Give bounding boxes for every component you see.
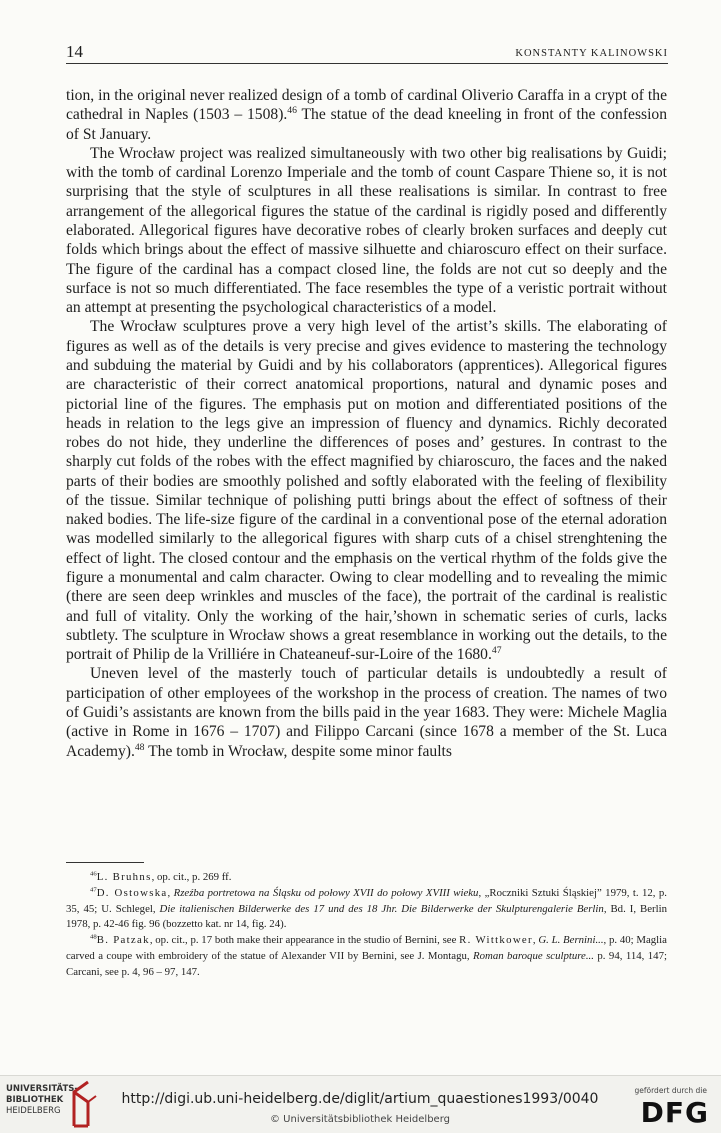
paragraph-1-text-a: tion, in the original never realized design of a tomb of cardinal Oliverio Caraffa in a crypt of the cathedral in Naples (1503 – 1508).: [66, 87, 667, 124]
footnote-48-author-2: R. Wittkower: [459, 934, 533, 947]
paragraph-2: The Wrocław project was realized simultaneously with two other big realisations by Guidi; with the tomb of cardinal Lorenzo Imperiale and the tomb of count Caspare Thiene so, it is not surprising that the style of sculptures in all these realisations is similar. In contrast to free arrangement of the allegorical figures the statue of the cardinal is rigidly posed and differently elaborated. Allegorical figures have decorative robes of clearly broken surfaces and deeply cut folds which brings about the effect of massive silhuette and chiaroscuro effect on their surface. The figure of the cardinal has a compact closed line, the folds are not cut so deeply and the surface is not so much differentiated. The face resembles the type of a veristic portrait without an attempt at presenting the psychological characteristics of a model.: [66, 144, 667, 317]
dfg-logo[interactable]: DFG: [640, 1096, 709, 1129]
paragraph-4: [66, 664, 667, 760]
page-header: [66, 42, 668, 64]
footnotes: [66, 870, 667, 981]
footnote-48-title-1: G. L. Bernini...: [538, 934, 604, 947]
footnote-47-number: 47: [90, 886, 97, 894]
paragraph-4-text-b: The tomb in Wrocław, despite some minor faults: [144, 742, 452, 760]
footnote-ref-47: 47: [491, 644, 502, 656]
footnote-47-text-mid: , „Roczniki Sztuki Śląskiej” 1979, t. 12, p. 35, 45; U. Schlegel,: [66, 886, 668, 915]
running-head: KONSTANTY KALINOWSKI: [515, 48, 668, 59]
footnote-48-text-mid-1: , op. cit., p. 17 both make their appearance in the studio of Bernini, see: [149, 934, 460, 947]
footnote-48: [66, 933, 667, 980]
funder-caption: gefördert durch die: [634, 1086, 707, 1095]
footnote-47-title-1: Rzeźba portretowa na Śląsku od połowy XVII do połowy XVIII wieku: [173, 886, 479, 899]
paragraph-4-text-a: Uneven level of the masterly touch of particular details is undoubtedly a result of participation of other employees of the workshop in the process of creation. The names of two of Guidi’s assistants are known from the bills paid in the year 1683. They were: Michele Maglia (active in Rome in 1676 – 1707) and Filippo Carcani (since 1678 a member of the St. Luca Academy).: [66, 665, 667, 760]
page-number: 14: [66, 42, 83, 61]
library-name-line-1: UNIVERSITÄTS-: [6, 1084, 78, 1094]
footnote-46: [66, 870, 667, 886]
library-name-line-2: BIBLIOTHEK: [6, 1095, 64, 1105]
footnote-ref-46: 46: [287, 105, 297, 117]
library-emblem-icon: [68, 1080, 100, 1128]
footnote-48-author-1: B. Patzak: [96, 934, 150, 947]
library-name-line-3: HEIDELBERG: [6, 1106, 61, 1116]
footer-bar: [0, 1075, 721, 1133]
footnote-47-sep: ,: [167, 886, 174, 899]
footnote-47-title-2: Die italienischen Bilderwerke des 17 und des 18 Jhr. Die Bilderwerke der Skulpturengalerie Berlin: [159, 902, 604, 915]
footnote-47: [66, 886, 667, 933]
paragraph-1-text-b: The statue of the dead kneeling in front of the confession of St January.: [66, 106, 668, 143]
footnote-46-text: , op. cit., p. 269 ff.: [151, 871, 232, 883]
footnote-46-number: 46: [90, 870, 97, 878]
digital-copy-link[interactable]: http://digi.ub.uni-heidelberg.de/diglit/artium_quaestiones1993/0040: [121, 1091, 599, 1107]
footnote-48-text-end: p. 94, 114, 147; Carcani, see p. 4, 96 – 97, 147.: [66, 949, 667, 978]
footnote-48-number: 48: [90, 933, 97, 941]
paragraph-3-text: The Wrocław sculptures prove a very high level of the artist’s skills. The elaborating of figures as well as of the details is very precise and gives evidence to mastering the technology and subduing the material by Guidi and by his collaborators (apprentices). Allegorical figures are characteristic of their correct anatomical proportions, natural and dynamic poses and pictorial line of the figures. The emphasis put on motion and differentiated positions of the heads in relation to the legs give an impression of fluency and dynamics. Richly decorated robes do not hide, they underline the differences of poses and’ gestures. In contrast to the sharply cut folds of the robes with the effect magnified by chiaroscuro, the faces and the naked parts of their bodies are smoothly polished and softly elaborated with the feeling of flexibility of the tissue. Similar technique of polishing putti brings about the effect of softness of their naked bodies. The life-size figure of the cardinal in a conventional pose of the eternal adoration was modelled similarly to the allegorical figures with sharp cuts of a chisel strenghtening the effect of light. The closed contour and the emphasis on the vertical rhythm of the folds give the figure a monumental and calm character. Owing to clear modelling and to revealing the mimic (there are seen deep wrinkles and muscles of the face), the portrait of the cardinal is realistic and full of vitality. Only the working of the hair,’shown in schematic series of curls, lacks subtlety. The sculpture in Wrocław shows a great resemblance in working out the details, to the portrait of Philip de la Vrilliére in Chateaneuf-sur-Loire of the 1680.: [66, 318, 667, 664]
footnote-48-text-mid-2: , p. 40; Maglia carved a coupe with embroidery of the statue of Alexander VII by Bernini, see J. Montagu,: [66, 934, 667, 962]
footnote-47-author: D. Ostowska: [96, 886, 168, 899]
footnote-46-author: L. Bruhns: [96, 871, 152, 883]
paragraph-1: [66, 86, 667, 144]
body-text: [66, 86, 667, 761]
paragraph-3: [66, 317, 667, 664]
footnote-ref-48: 48: [134, 741, 145, 753]
footnote-48-sep: ,: [532, 934, 539, 947]
footnote-rule: [66, 862, 144, 863]
copyright-notice: © Universitätsbibliothek Heidelberg: [269, 1114, 450, 1125]
footnote-48-title-2: Roman baroque sculpture...: [473, 949, 594, 962]
header-rule: [66, 63, 668, 64]
footnote-47-text-end: , Bd. I, Berlin 1978, p. 42-46 fig. 96 (bozzetto kat. nr 14, fig. 24).: [66, 902, 667, 931]
